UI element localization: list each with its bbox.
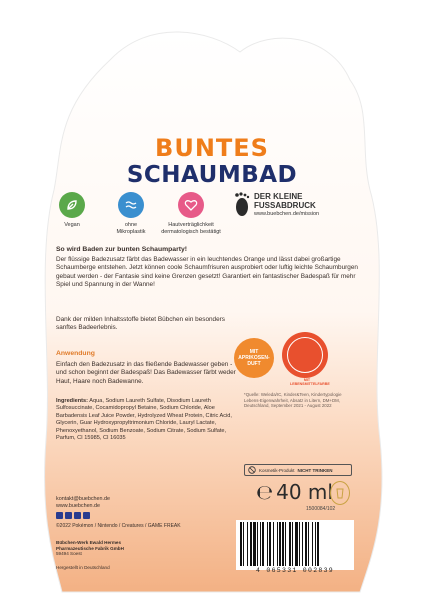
badge-vegan [52, 192, 92, 229]
company-block [56, 540, 196, 557]
barcode-bar [305, 522, 307, 566]
company-line-2: Pharmazeutische Fabrik GmbH [56, 545, 124, 551]
barcode-bar [289, 522, 291, 566]
barcode-bar [250, 522, 252, 566]
no-drink-icon [248, 466, 256, 474]
barcode-bar [253, 522, 256, 566]
waves-icon [118, 192, 144, 218]
heart-icon [178, 192, 204, 218]
barcode-bar [295, 522, 298, 566]
made-in: Hergestellt in Deutschland [56, 565, 110, 570]
seal-badge [282, 332, 328, 378]
seal-label: MIT LEBENSMITTELFARBE [290, 378, 330, 386]
ingredients-list: Aqua, Sodium Laureth Sulfate, Disodium Laureth Sulfosuccinate, Cocamidopropyl Betaine, Sodium Chloride, Aloe Barbadensis Leaf Juice Powder, Hydrolyzed Wheat Protein, Citric Acid, Glycerin, Guar Hydroxypropyltrimonium Chloride, Lauryl Lactate, Phenoxyethanol, Sodium Benzoate, Sodium Citrate, Sodium Sulfate, Parfum, CI 15985, CI 16035 [56, 398, 232, 442]
article-number: 1500084/102 [306, 506, 336, 512]
seal-ring [287, 337, 323, 373]
mild-text: Dank der milden Inhaltsstoffe bietet Bübchen ein besonders sanftes Badeerlebnis. [56, 316, 225, 332]
barcode-bar [299, 522, 300, 566]
barcode-bar [277, 522, 278, 566]
youtube-icon [74, 512, 81, 519]
no-drink-prefix: Kosmetik-Produkt [259, 467, 295, 473]
barcode-bar [260, 522, 261, 566]
ingredients-label: Ingredients: [56, 398, 89, 404]
contact-email: kontakt@buebchen.de [56, 496, 111, 502]
source-note: *Quelle: Weleda/IC, Kinder&Teen, Kindertypologie Lebens-Eigenwahrheit, Absatz in Litern, DM+DM, Deutschland, September 2021 - August 2022 [244, 392, 342, 409]
pao-icon [330, 481, 350, 505]
barcode-bar [269, 522, 271, 566]
barcode-bar [279, 522, 281, 566]
barcode [236, 520, 354, 570]
company-line-3: 59494 Soest [56, 551, 82, 557]
barcode-bar [262, 522, 264, 566]
contact-web: www.buebchen.de [56, 502, 101, 509]
company-line-1: Bübchen-Werk Ewald Hermes [56, 540, 122, 545]
pinterest-icon [83, 512, 90, 519]
footprint-line-1: DER KLEINE [254, 192, 303, 201]
instagram-icon [65, 512, 72, 519]
volume [256, 480, 333, 504]
no-drink-warning: NICHT TRINKEN [297, 467, 333, 473]
estimated-sign: ℮ [256, 480, 274, 504]
scent-badge-label: MIT APRIKOSEN-DUFT [238, 349, 270, 367]
copyright: ©2022 Pokémon / Nintendo / Creatures / GAME FREAK [56, 523, 181, 529]
barcode-bar [317, 522, 319, 566]
barcode-bar [247, 522, 248, 566]
barcode-bar [285, 522, 286, 566]
social-icons [56, 512, 90, 519]
badge-label: ohne Mikroplastik [116, 222, 146, 235]
ingredients [56, 398, 236, 442]
barcode-bar [267, 522, 268, 566]
footprint-line-2: FUSSABDRUCK [254, 201, 316, 210]
barcode-bar [257, 522, 258, 566]
contact-block [56, 496, 196, 510]
title-line-1: BUNTES [155, 134, 269, 162]
barcode-bar [273, 522, 274, 566]
barcode-bar [302, 522, 303, 566]
leaf-icon [59, 192, 85, 218]
badge-label: Hautverträglichkeit dermatologisch bestätigt [161, 222, 221, 235]
barcode-bar [240, 522, 242, 566]
barcode-bar [308, 522, 309, 566]
footprint-url: www.buebchen.de/mission [254, 211, 320, 217]
badge-microplastic [110, 192, 152, 236]
usage-text: Einfach den Badezusatz in das fließende Badewasser geben - und schon beginnt der Badespaß! Das Badewasser färbt weder Haut, Haare noch Badewanne. [56, 361, 236, 385]
barcode-number: 4 065331 002839 [255, 567, 334, 574]
barcode-bar [292, 522, 293, 566]
barcode-bar [315, 522, 316, 566]
barcode-bar [282, 522, 284, 566]
intro-heading: So wird Baden zur bunten Schaumparty! [56, 246, 188, 253]
usage-heading: Anwendung [56, 350, 95, 357]
badge-dermatology [160, 192, 222, 236]
intro-text: Der flüssige Badezusatz färbt das Badewasser in ein leuchtendes Orange und lässt dabei großartige Schaumberge entstehen. Jetzt können coole Schaumfrisuren ausprobiert oder luftig leichte Schaumburgen gebaut werden - der Fantasie sind keine Grenzen gesetzt! Garantiert ein fantastischer Badespaß für mehr Spiel und Spannung in der Wanne! [56, 256, 358, 289]
facebook-icon [56, 512, 63, 519]
volume-amount: 40 ml [276, 480, 333, 504]
barcode-bar [243, 522, 244, 566]
no-drink-notice [244, 464, 352, 476]
footprint-icon [232, 192, 252, 218]
scent-badge [234, 338, 274, 378]
title-line-2: SCHAUMBAD [126, 162, 298, 188]
barcode-bar [312, 522, 313, 566]
badge-label: Vegan [64, 222, 80, 228]
